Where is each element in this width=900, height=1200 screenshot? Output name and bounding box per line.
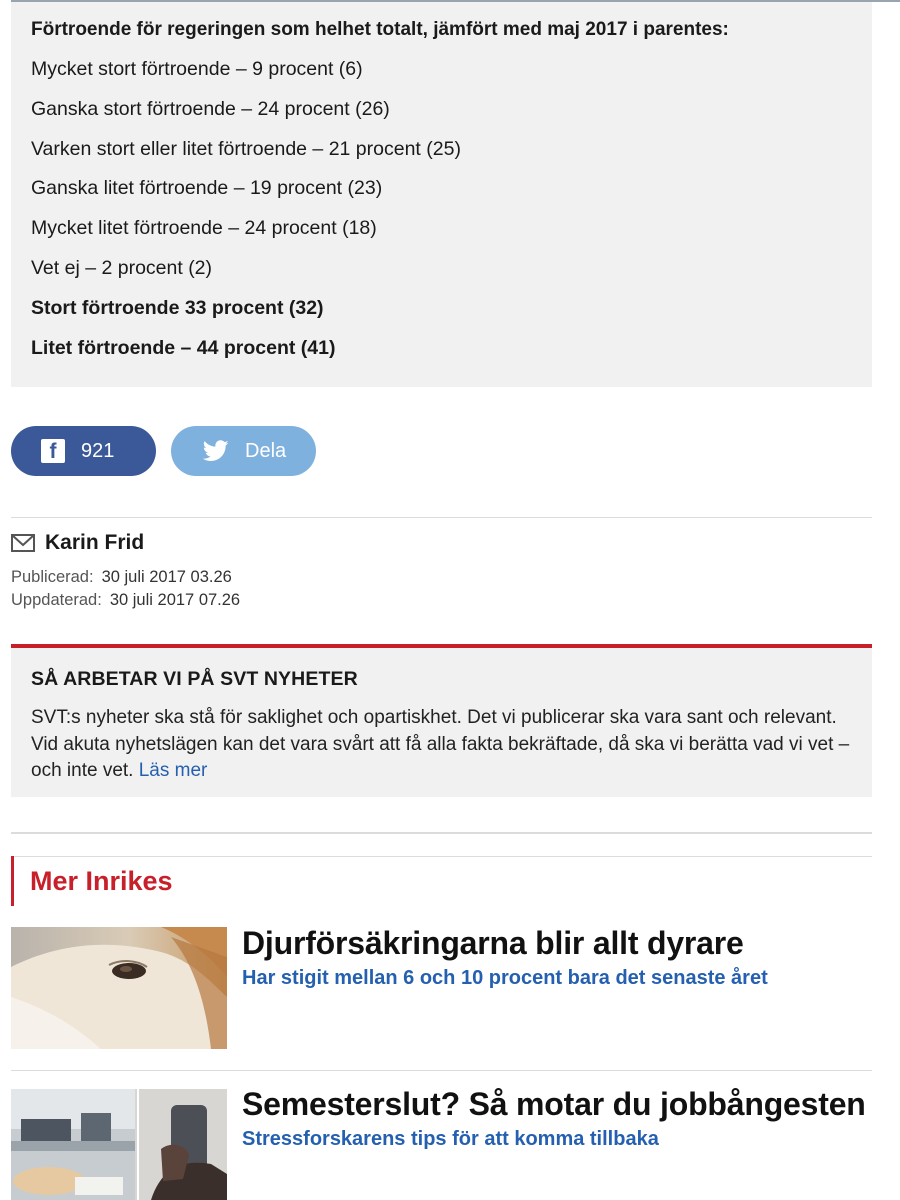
fact-box bbox=[11, 2, 872, 387]
article-thumbnail[interactable] bbox=[11, 927, 227, 1049]
fact-line: Vet ej – 2 procent (2) bbox=[31, 256, 213, 279]
updated-date bbox=[11, 591, 240, 610]
facebook-share-button[interactable] bbox=[11, 426, 156, 476]
fact-line: Mycket litet förtroende – 24 procent (18) bbox=[31, 217, 377, 240]
fact-box-heading: Förtroende för regeringen som helhet totalt, jämfört med maj 2017 i parentes: bbox=[31, 19, 729, 40]
article-title[interactable]: Semesterslut? Så motar du jobbångesten bbox=[242, 1086, 866, 1122]
published-date bbox=[11, 568, 232, 587]
article-subtitle[interactable]: Stressforskarens tips för att komma tillbaka bbox=[242, 1128, 659, 1150]
office-phone-photo bbox=[11, 1089, 227, 1200]
info-box-title: SÅ ARBETAR VI PÅ SVT NYHETER bbox=[31, 668, 358, 690]
twitter-bird-icon bbox=[203, 440, 229, 462]
info-box-body: SVT:s nyheter ska stå för saklighet och opartiskhet. Det vi publicerar ska vara sant och relevant. Vid akuta nyhetslägen kan det vara svårt att få alla fakta bekräftade, då ska vi berätta vad vi vet – och inte vet. bbox=[31, 707, 850, 781]
divider bbox=[11, 517, 872, 518]
fact-line-summary: Stort förtroende 33 procent (32) bbox=[31, 296, 324, 319]
author-name[interactable]: Karin Frid bbox=[45, 531, 145, 554]
editorial-info-box bbox=[11, 644, 872, 797]
dog-photo bbox=[11, 927, 227, 1049]
article-subtitle[interactable]: Har stigit mellan 6 och 10 procent bara det senaste året bbox=[242, 967, 768, 989]
updated-value: 30 juli 2017 07.26 bbox=[109, 591, 241, 609]
fact-line-summary: Litet förtroende – 44 procent (41) bbox=[31, 336, 336, 359]
fact-line: Mycket stort förtroende – 9 procent (6) bbox=[31, 58, 363, 80]
fact-line: Varken stort eller litet förtroende – 21 procent (25) bbox=[31, 137, 461, 160]
section-title[interactable]: Mer Inrikes bbox=[30, 865, 173, 896]
mail-icon bbox=[11, 534, 35, 552]
section-heading[interactable] bbox=[11, 856, 173, 906]
facebook-icon: f bbox=[41, 439, 65, 463]
fact-line: Ganska litet förtroende – 19 procent (23) bbox=[31, 177, 383, 200]
article-thumbnail[interactable] bbox=[11, 1089, 227, 1200]
divider bbox=[11, 1070, 872, 1071]
divider bbox=[11, 832, 872, 834]
twitter-share-button[interactable] bbox=[171, 426, 316, 476]
info-box-text bbox=[31, 705, 852, 785]
read-more-link[interactable]: Läs mer bbox=[138, 760, 208, 781]
fact-line: Ganska stort förtroende – 24 procent (26) bbox=[31, 97, 390, 120]
facebook-share-count: 921 bbox=[81, 439, 115, 462]
published-label: Publicerad: bbox=[11, 568, 94, 586]
author-byline[interactable] bbox=[11, 531, 144, 555]
published-value: 30 juli 2017 03.26 bbox=[101, 568, 232, 586]
updated-label: Uppdaterad: bbox=[11, 591, 102, 609]
twitter-share-label: Dela bbox=[245, 439, 287, 462]
article-title[interactable]: Djurförsäkringarna blir allt dyrare bbox=[242, 925, 744, 961]
